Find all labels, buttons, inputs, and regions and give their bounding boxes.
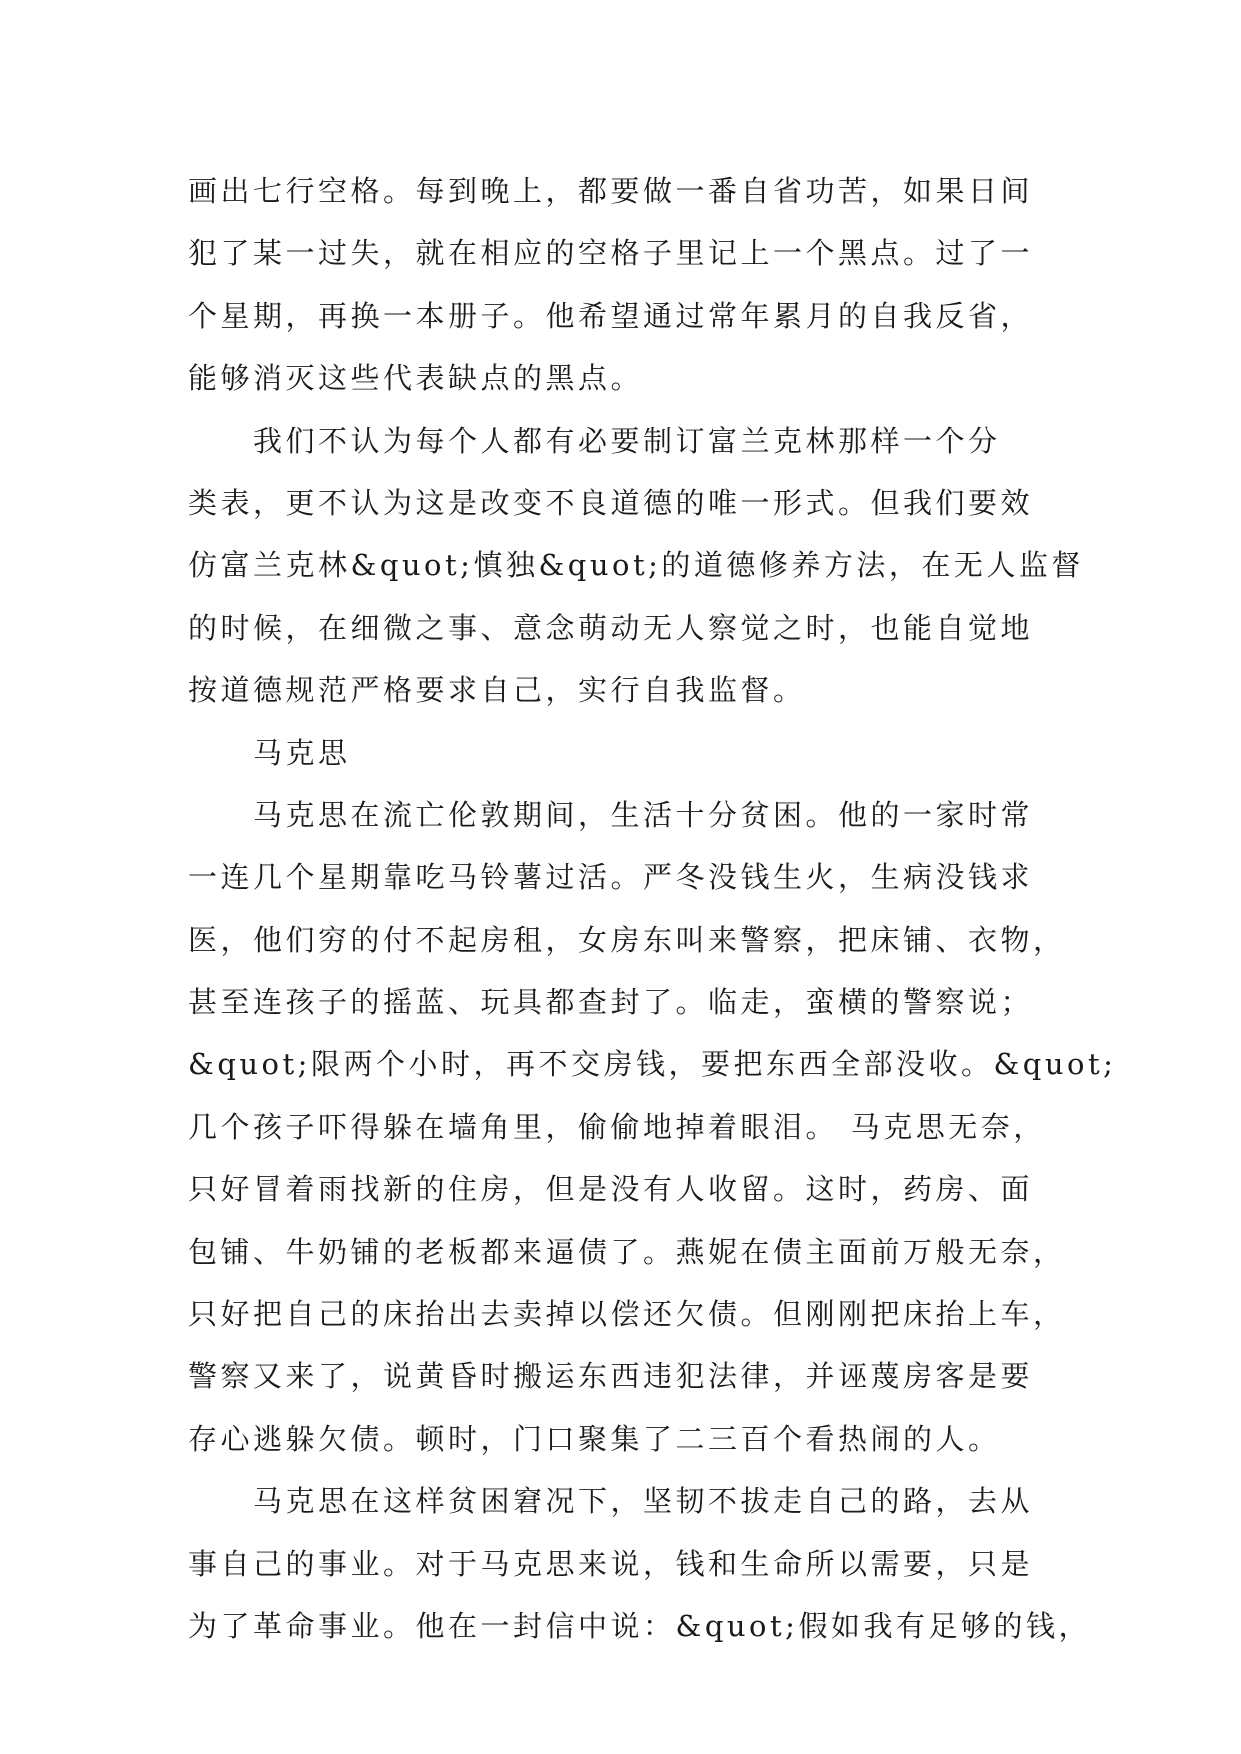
text-line: 包铺、牛奶铺的老板都来逼债了。燕妮在债主面前万般无奈， xyxy=(188,1234,1066,1269)
text-line: 马克思在这样贫困窘况下，坚韧不拔走自己的路，去从 xyxy=(253,1484,1034,1519)
text-line: &quot;限两个小时，再不交房钱，要把东西全部没收。&quot; xyxy=(188,1047,1117,1082)
text-line: 警察又来了，说黄昏时搬运东西违犯法律，并诬蔑房客是要 xyxy=(188,1359,1034,1394)
text-line: 个星期，再换一本册子。他希望通过常年累月的自我反省， xyxy=(188,298,1034,333)
text-line: 事自己的事业。对于马克思来说，钱和生命所以需要，只是 xyxy=(188,1546,1034,1581)
text-line: 几个孩子吓得躲在墙角里，偷偷地掉着眼泪。 马克思无奈， xyxy=(188,1109,1046,1144)
text-line: 类表，更不认为这是改变不良道德的唯一形式。但我们要效 xyxy=(188,485,1034,520)
text-line: 一连几个星期靠吃马铃薯过活。严冬没钱生火，生病没钱求 xyxy=(188,860,1034,895)
text-line: 存心逃躲欠债。顿时，门口聚集了二三百个看热闹的人。 xyxy=(188,1421,1001,1456)
text-line: 甚至连孩子的摇蓝、玩具都查封了。临走，蛮横的警察说； xyxy=(188,985,1034,1020)
text-line: 医，他们穷的付不起房租，女房东叫来警察，把床铺、衣物， xyxy=(188,922,1066,957)
text-line: 为了革命事业。他在一封信中说：&quot;假如我有足够的钱， xyxy=(188,1608,1091,1643)
text-line: 犯了某一过失，就在相应的空格子里记上一个黑点。过了一 xyxy=(188,236,1034,271)
body-text xyxy=(188,160,1117,1657)
text-line: 画出七行空格。每到晚上，都要做一番自省功苦，如果日间 xyxy=(188,174,1034,208)
text-line: 的时候，在细微之事、意念萌动无人察觉之时，也能自觉地 xyxy=(188,610,1034,645)
text-line: 仿富兰克林&quot;慎独&quot;的道德修养方法，在无人监督 xyxy=(188,548,1084,583)
text-line: 只好把自己的床抬出去卖掉以偿还欠债。但刚刚把床抬上车， xyxy=(188,1297,1066,1332)
text-line: 按道德规范严格要求自己，实行自我监督。 xyxy=(188,673,806,708)
text-line: 马克思 xyxy=(253,735,351,770)
text-line: 只好冒着雨找新的住房，但是没有人收留。这时，药房、面 xyxy=(188,1172,1034,1207)
text-line: 能够消灭这些代表缺点的黑点。 xyxy=(188,361,644,396)
text-line: 马克思在流亡伦敦期间，生活十分贫困。他的一家时常 xyxy=(253,797,1034,832)
text-line: 我们不认为每个人都有必要制订富兰克林那样一个分 xyxy=(253,423,1001,458)
